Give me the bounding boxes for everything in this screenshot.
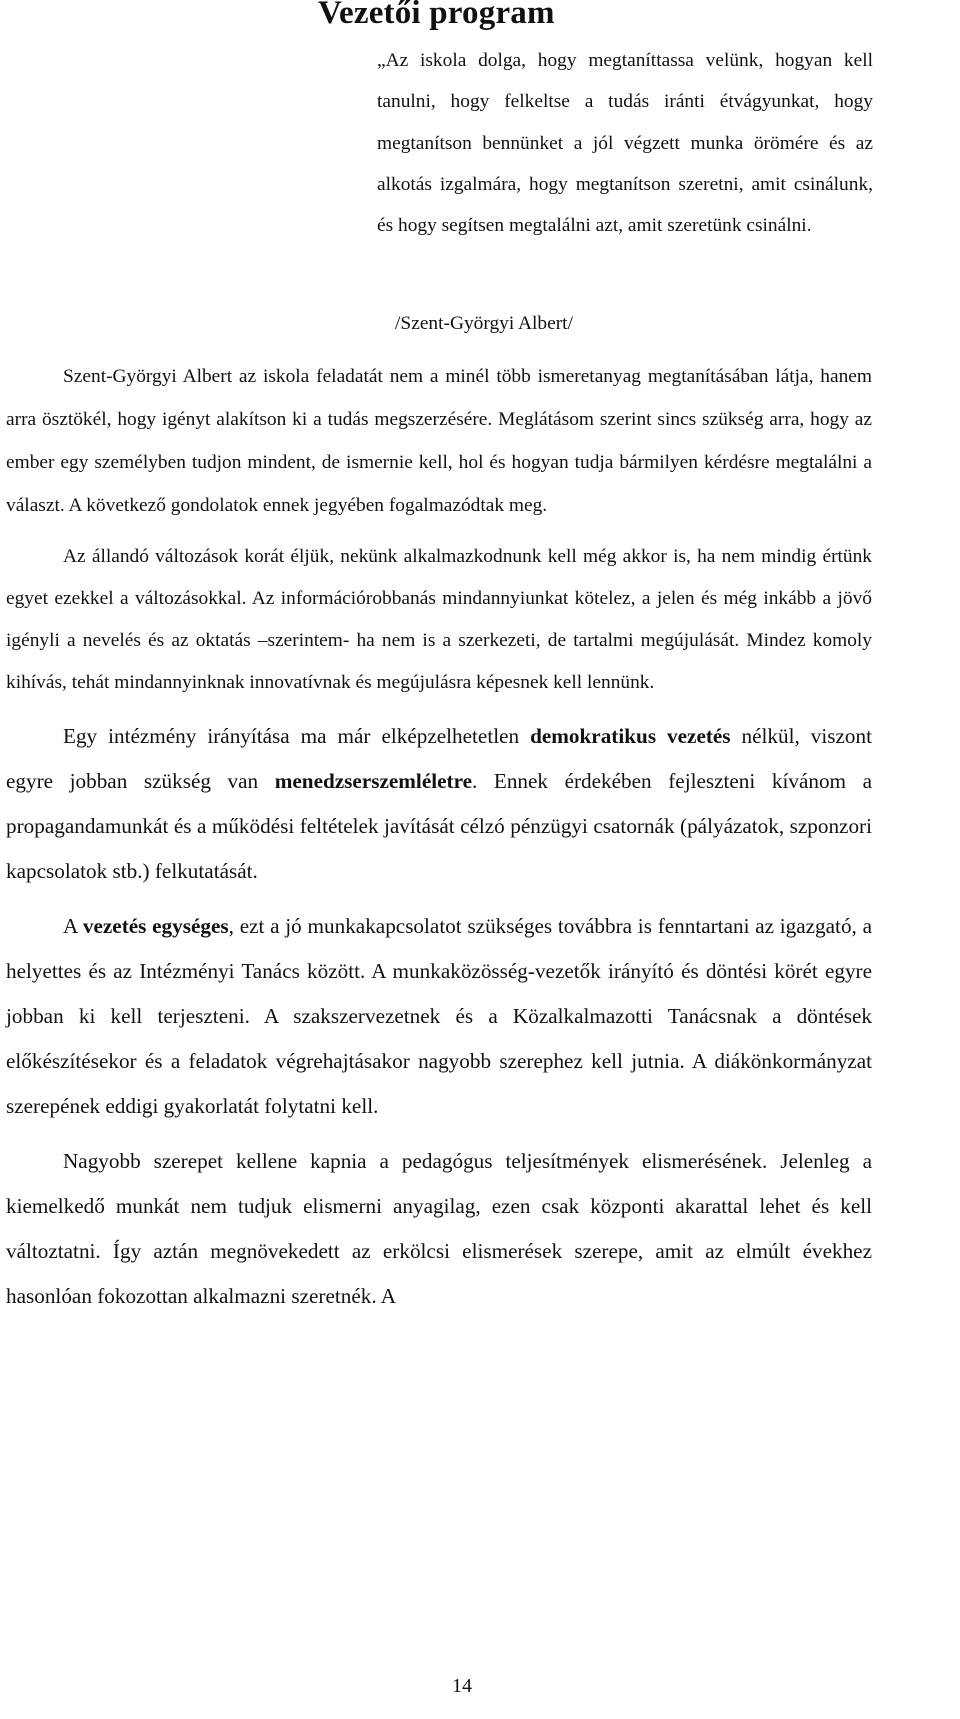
paragraph-1: Szent-Györgyi Albert az iskola feladatát nem a minél több ismeretanyag megtanításában látja, hanem arra ösztökél, hogy igényt alakítson ki a tudás megszerzésére. Meglátásom szerint sincs szükség arra, hogy az ember egy személyben tudjon mindent, de ismernie kell, hol és hogyan tudja bármilyen kérdésre megtalálni a választ. A következő gondolatok ennek jegyében fogalmazódtak meg. — [6, 366, 872, 516]
paragraph-3-text-2: nélkül, viszont egyre jobban szükség van — [6, 724, 872, 793]
paragraph-3-bold-1: demokratikus vezetés — [530, 724, 731, 748]
page-title: Vezetői program — [318, 0, 555, 31]
body-text — [0, 355, 960, 1319]
epigraph-quote: „Az iskola dolga, hogy megtaníttassa velünk, hogyan kell tanulni, hogy felkeltse a tudás iránti étvágyunkat, hogy megtanítson bennünket a jól végzett munka örömére és az alkotás izgalmára, hogy megtanítson szeretni, amit csinálunk, és hogy segítsen megtalálni azt, amit szeretünk csinálni. — [377, 50, 873, 237]
epigraph-author: /Szent-Györgyi Albert/ — [395, 313, 573, 334]
page-number: 14 — [452, 1675, 472, 1697]
paragraph-3 — [6, 714, 872, 894]
paragraph-3-text-1: Egy intézmény irányítása ma már elképzelhetetlen — [63, 724, 531, 748]
paragraph-3-text-3: . Ennek érdekében fejleszteni kívánom a propagandamunkát és a működési feltételek javítását célzó pénzügyi csatornák (pályázatok, szponzori kapcsolatok stb.) felkutatását. — [6, 769, 873, 883]
paragraph-3-bold-2: menedzserszemléletre — [274, 769, 472, 793]
paragraph-4-bold-1: vezetés egységes — [82, 914, 229, 938]
paragraph-2: Az állandó változások korát éljük, nekünk alkalmazkodnunk kell még akkor is, ha nem mindig értünk egyet ezekkel a változásokkal. Az információrobbanás mindannyiunkat kötelez, a jelen és még inkább a jövő igényli a nevelés és az oktatás –szerintem- ha nem is a szerkezeti, de tartalmi megújulását. Mindez komoly kihívás, tehát mindannyinknak innovatívnak és megújulásra képesnek kell lennünk. — [6, 546, 872, 693]
paragraph-4-text-2: , ezt a jó munkakapcsolatot szükséges továbbra is fenntartani az igazgató, a helyettes és az Intézményi Tanács között. A munkaközösség-vezetők irányító és döntési körét egyre jobban ki kell terjeszteni. A szakszervezetnek és a Közalkalmazotti Tanácsnak a döntések előkészítésekor és a feladatok végrehajtásakor nagyobb szerephez kell jutnia. A diákönkormányzat szerepének eddigi gyakorlatát folytatni kell. — [6, 914, 872, 1118]
paragraph-4 — [6, 904, 872, 1129]
paragraph-4-text-1: A — [63, 914, 83, 938]
paragraph-5: Nagyobb szerepet kellene kapnia a pedagógus teljesítmények elismerésének. Jelenleg a kiemelkedő munkát nem tudjuk elismerni anyagilag, ezen csak központi akarattal lehet és kell változtatni. Így aztán megnövekedett az erkölcsi elismerések szerepe, amit az elmúlt évekhez hasonlóan fokozottan alkalmazni szeretnék. A — [6, 1149, 872, 1308]
